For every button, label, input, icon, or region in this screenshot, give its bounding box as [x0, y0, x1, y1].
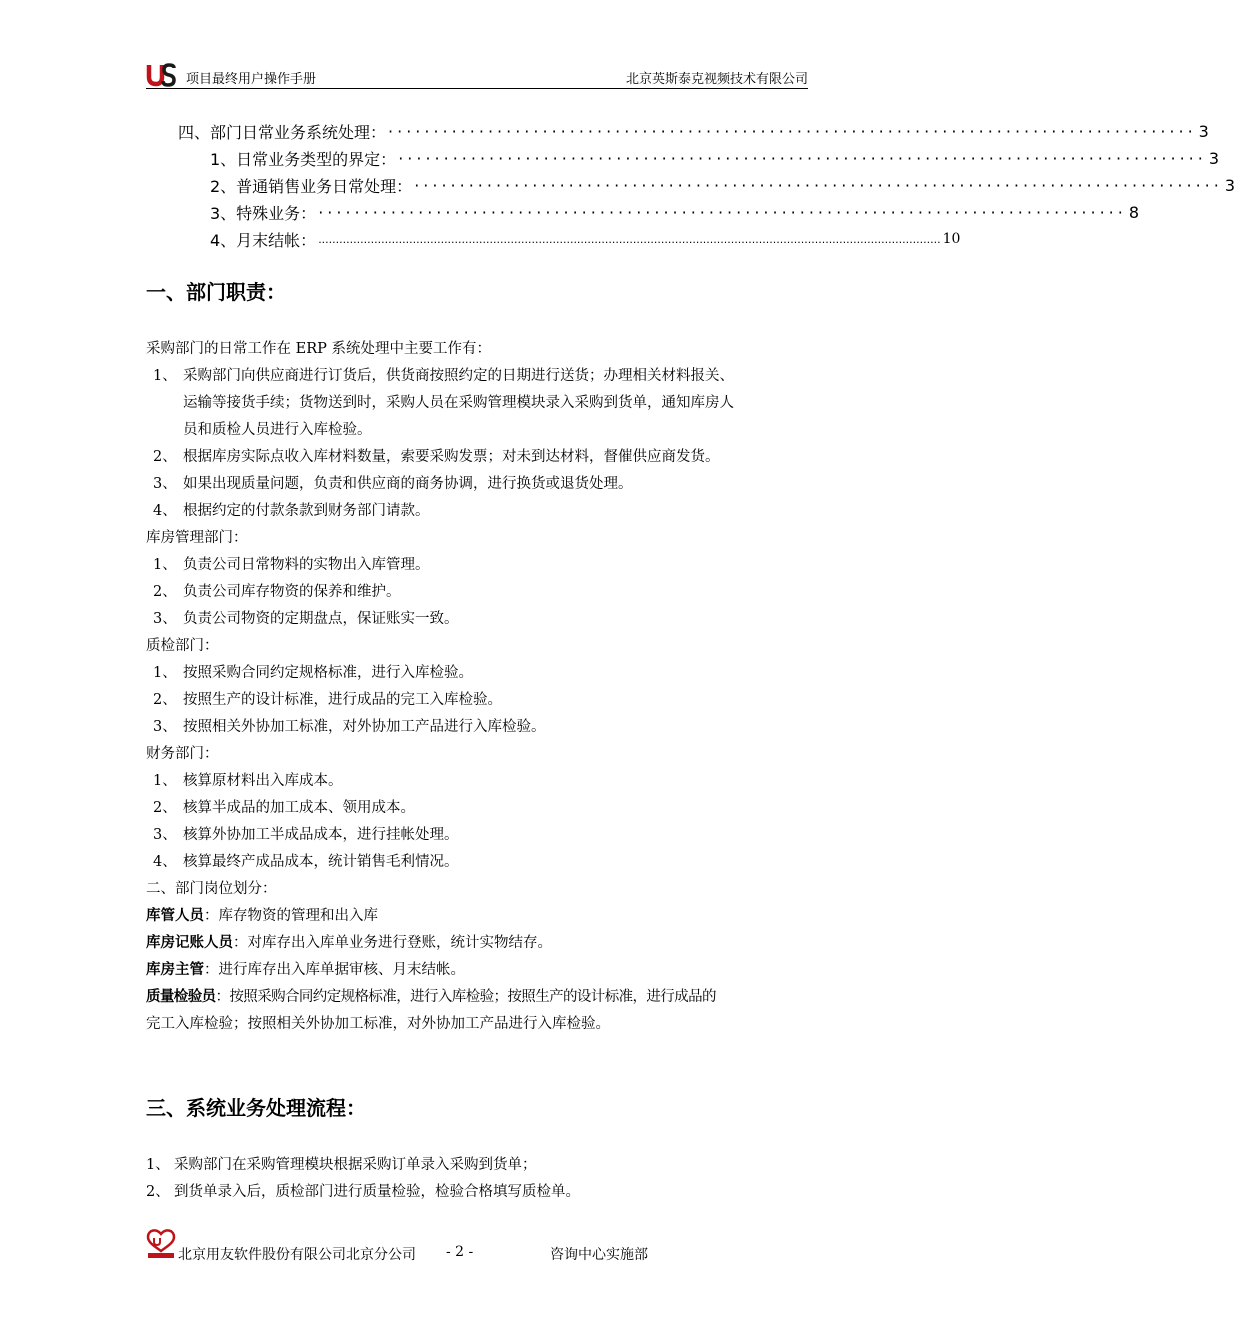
position-title: 库房记账人员 — [146, 935, 233, 951]
list-item: 采购部门向供应商进行订货后，供货商按照约定的日期进行送货；办理相关材料报关、 — [183, 368, 734, 384]
list-number: 2、 — [153, 449, 177, 465]
paragraph: 库房管理部门： — [146, 530, 248, 546]
paragraph: 质检部门： — [146, 638, 219, 654]
list-item: 核算最终产成品成本，统计销售毛利情况。 — [183, 854, 459, 870]
list-number: 1、 — [153, 557, 177, 573]
toc-entry[interactable]: 1、日常业务类型的界定： ························································································· 3 — [210, 148, 1220, 169]
position-desc: ：按照采购合同约定规格标准，进行入库检验；按照生产的设计标准，进行成品的 — [215, 989, 716, 1005]
list-number: 3、 — [153, 611, 177, 627]
position-title: 质量检验员 — [146, 989, 216, 1005]
list-item: 核算原材料出入库成本。 — [183, 773, 343, 789]
list-item: 核算外协加工半成品成本，进行挂帐处理。 — [183, 827, 459, 843]
toc-entry[interactable]: 2、普通销售业务日常处理： ························································································· 3 — [210, 175, 1235, 196]
paragraph: 采购部门的日常工作在 ERP 系统处理中主要工作有： — [146, 341, 491, 357]
list-number: 2、 — [153, 800, 177, 816]
position-desc: ：库存物资的管理和出入库 — [204, 908, 378, 924]
list-item: 负责公司库存物资的保养和维护。 — [183, 584, 401, 600]
paragraph: 二、部门岗位划分： — [146, 881, 277, 897]
paragraph: 财务部门： — [146, 746, 219, 762]
position-title: 库管人员 — [146, 908, 204, 924]
list-number: 4、 — [153, 503, 177, 519]
svg-text:UFSOFT: UFSOFT — [146, 1228, 151, 1229]
footer-company: 北京用友软件股份有限公司北京分公司 — [178, 1247, 416, 1263]
toc-entry[interactable]: 3、特殊业务： ························································································· 8 — [210, 202, 1140, 223]
list-item: 按照生产的设计标准，进行成品的完工入库检验。 — [183, 692, 502, 708]
list-number: 3、 — [153, 476, 177, 492]
svg-text:US: US — [146, 62, 148, 63]
section-heading: 三、系统业务处理流程： — [146, 1096, 366, 1120]
footer-dept: 咨询中心实施部 — [550, 1247, 648, 1263]
list-number: 2、 — [153, 584, 177, 600]
list-number: 4、 — [153, 854, 177, 870]
position-title: 库房主管 — [146, 962, 204, 978]
header-company: 北京英斯泰克视频技术有限公司 — [625, 72, 808, 87]
list-number: 1、 — [153, 665, 177, 681]
list-item: 按照采购合同约定规格标准，进行入库检验。 — [183, 665, 473, 681]
list-number: 1、 — [153, 773, 177, 789]
page-header — [146, 62, 808, 88]
position-line — [146, 984, 716, 1011]
list-item: 负责公司物资的定期盘点，保证账实一致。 — [183, 611, 459, 627]
position-line — [146, 903, 378, 930]
header-rule — [146, 88, 808, 89]
list-item: 负责公司日常物料的实物出入库管理。 — [183, 557, 430, 573]
list-number: 2、 — [153, 692, 177, 708]
position-desc: ：进行库存出入库单据审核、月末结帐。 — [204, 962, 465, 978]
list-number: 1、 — [153, 368, 177, 384]
list-number: 1、 — [146, 1157, 170, 1173]
footer-page-number: - 2 - — [446, 1244, 474, 1260]
position-line — [146, 957, 465, 984]
section-heading: 一、部门职责： — [146, 280, 286, 304]
toc-entry[interactable]: 四、部门日常业务系统处理： ························································································· 3 — [178, 121, 1209, 142]
list-item: 如果出现质量问题，负责和供应商的商务协调，进行换货或退货处理。 — [183, 476, 633, 492]
list-item-cont: 运输等接货手续；货物送到时，采购人员在采购管理模块录入采购到货单，通知库房人 — [183, 395, 734, 411]
us-logo-icon — [146, 62, 176, 88]
list-number: 2、 — [146, 1184, 170, 1200]
list-number: 3、 — [153, 719, 177, 735]
list-item: 到货单录入后，质检部门进行质量检验，检验合格填写质检单。 — [174, 1184, 580, 1200]
position-line — [146, 930, 552, 957]
list-item: 根据约定的付款条款到财务部门请款。 — [183, 503, 430, 519]
list-item: 采购部门在采购管理模块根据采购订单录入采购到货单； — [174, 1157, 537, 1173]
list-item-cont: 员和质检人员进行入库检验。 — [183, 422, 372, 438]
toc-entry[interactable]: 4、月末结帐： .................................................................................................................................................................................. 10 — [210, 230, 961, 250]
list-item: 核算半成品的加工成本、领用成本。 — [183, 800, 415, 816]
ufsoft-logo-icon — [146, 1228, 176, 1260]
position-line-cont: 完工入库检验；按照相关外协加工标准，对外协加工产品进行入库检验。 — [146, 1016, 610, 1032]
list-item: 按照相关外协加工标准，对外协加工产品进行入库检验。 — [183, 719, 546, 735]
list-number: 3、 — [153, 827, 177, 843]
position-desc: ：对库存出入库单业务进行登账，统计实物结存。 — [233, 935, 552, 951]
list-item: 根据库房实际点收入库材料数量，索要采购发票；对未到达材料，督催供应商发货。 — [183, 449, 720, 465]
header-title: 项目最终用户操作手册 — [186, 72, 317, 87]
